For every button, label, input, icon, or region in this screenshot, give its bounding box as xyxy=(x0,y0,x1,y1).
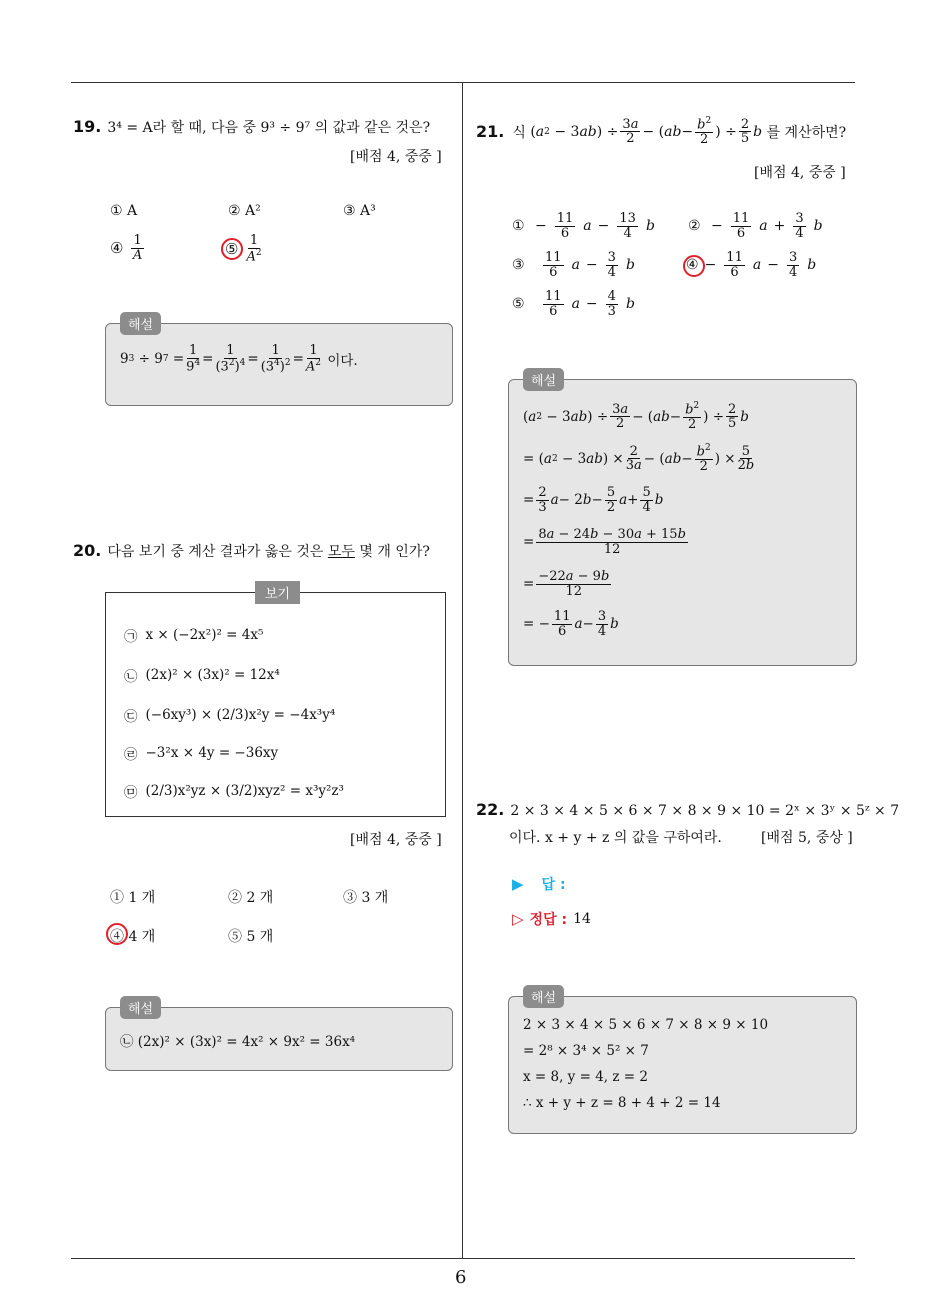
q21-solution-line-5: = $\frac{-22a - 9b}{12}$ xyxy=(523,569,610,599)
q20-answer-mark xyxy=(106,923,128,945)
q21-option-4[interactable]: ④ − $\frac{11}{6}$ a − $\frac{3}{4}$ b xyxy=(686,250,817,280)
page-number: 6 xyxy=(455,1267,467,1288)
q22-answer-row xyxy=(512,874,566,894)
q20-bogi-item-2: ㉡ (2x)² × (3x)² = 12x⁴ xyxy=(124,667,280,685)
correct-arrow-icon: ▷ xyxy=(512,910,524,928)
q21-option-3[interactable]: ③ $\frac{11}{6}$ a − $\frac{3}{4}$ b xyxy=(512,250,635,280)
q21-score: [배점 4, 중중 ] xyxy=(754,165,846,181)
q22-solution-line-3: x = 8, y = 4, z = 2 xyxy=(523,1069,648,1085)
q22-solution-line-2: = 2⁸ × 3⁴ × 5² × 7 xyxy=(523,1043,649,1059)
q20-score: [배점 4, 중중 ] xyxy=(350,832,442,848)
top-rule xyxy=(71,82,855,83)
q20-bogi-item-3: ㉢ (−6xy³) × (2/3)x²y = −4x³y⁴ xyxy=(124,707,336,725)
q21-solution-line-1: ( a 2 − 3 ab ) ÷ $\frac{3a}{2}$ − ( ab − $\frac{b^2}{2}$ ) ÷ $\frac{2}{5}$ b xyxy=(523,401,749,432)
q19-solution-line: 9 3 ÷ 9 7 = $\frac{1}{9^4}$ = $\frac{1}{(3^2)^4}$ = $\frac{1}{(3^4)^2}$ = $\frac{1}{A^2}$ 이다. xyxy=(120,343,358,374)
q20-text: 다음 보기 중 계산 결과가 옳은 것은 모두 몇 개 인가? xyxy=(107,544,430,560)
q20-bogi-item-1: ㉠ x × (−2x²)² = 4x⁵ xyxy=(124,627,264,645)
q22-number: 22. xyxy=(476,800,505,819)
q21-solution-line-3: = $\frac{2}{3}$ a − 2 b − $\frac{5}{2}$ a + $\frac{5}{4}$ b xyxy=(523,485,664,515)
q21-solution-line-4: = $\frac{8a - 24b - 30a + 15b}{12}$ xyxy=(523,527,686,557)
q22-correct-label: 정답 : xyxy=(529,912,568,928)
q20-option-1[interactable]: ① 1 개 xyxy=(110,890,156,906)
q21-option-1[interactable]: ① − $\frac{11}{6}$ a − $\frac{13}{4}$ b xyxy=(512,211,655,241)
q19-answer-mark xyxy=(221,238,243,260)
q22-correct-value: 14 xyxy=(573,911,591,927)
q20-option-4[interactable]: ④ 4 개 xyxy=(110,929,156,945)
q22-solution-line-1: 2 × 3 × 4 × 5 × 6 × 7 × 8 × 9 × 10 xyxy=(523,1017,769,1033)
q20-bogi-item-5: ㉤ (2/3)x²yz × (3/2)xyz² = x³y²z³ xyxy=(124,783,344,801)
q20-option-5[interactable]: ⑤ 5 개 xyxy=(228,929,274,945)
q19-number: 19. xyxy=(73,117,102,136)
q19-score: [배점 4, 중중 ] xyxy=(350,149,442,165)
q20-bogi-item-4: ㉣ −3²x × 4y = −36xy xyxy=(124,745,279,763)
q19-option-4[interactable]: ④ $\frac{1}{A}$ xyxy=(110,233,143,263)
q20-option-3[interactable]: ③ 3 개 xyxy=(343,890,389,906)
q22-solution-tab: 해설 xyxy=(523,985,564,1008)
q21-solution-line-6: = − $\frac{11}{6}$ a − $\frac{3}{4}$ b xyxy=(523,609,619,639)
q22-score: [배점 5, 중상 ] xyxy=(761,830,853,846)
q21-option-5[interactable]: ⑤ $\frac{11}{6}$ a − $\frac{4}{3}$ b xyxy=(512,289,635,319)
q21-number: 21. xyxy=(476,122,505,142)
q19-option-5[interactable]: ⑤ $\frac{1}{A^2}$ xyxy=(225,233,262,264)
q22-solution-box xyxy=(508,991,857,1134)
answer-arrow-icon: ▶ xyxy=(512,875,524,893)
q22-answer-label: 답 : xyxy=(541,877,566,893)
q20-option-2[interactable]: ② 2 개 xyxy=(228,890,274,906)
q22-solution-line-4: ∴ x + y + z = 8 + 4 + 2 = 14 xyxy=(523,1095,721,1111)
q19-option-3[interactable]: ③ A³ xyxy=(343,203,376,219)
bottom-rule xyxy=(71,1258,855,1259)
q21-text: 식 ( a 2 − 3 ab ) ÷ $\frac{3a}{2}$ − ( ab − $\frac{b^2}{2}$ ) ÷ $\frac{2}{5}$ b 를 계산하면? xyxy=(512,116,847,147)
q21-option-2[interactable]: ② − $\frac{11}{6}$ a + $\frac{3}{4}$ b xyxy=(688,211,823,241)
column-divider xyxy=(462,83,463,1259)
q19-option-1[interactable]: ① A xyxy=(110,203,138,219)
q22-correct-row xyxy=(512,909,591,929)
q20-bogi-tab: 보기 xyxy=(255,581,300,604)
q21-answer-mark xyxy=(683,255,705,277)
q22-line-1: 2 × 3 × 4 × 5 × 6 × 7 × 8 × 9 × 10 = 2ˣ × 3ʸ × 5ᶻ × 7 xyxy=(510,803,900,819)
q21-solution-box xyxy=(508,374,857,666)
q19-solution-tab: 해설 xyxy=(120,312,161,335)
q21-solution-line-2: = ( a 2 − 3 ab ) × $\frac{2}{3a}$ − ( ab − $\frac{b^2}{2}$ ) × $\frac{5}{2b}$ xyxy=(523,443,755,474)
q21-solution-tab: 해설 xyxy=(523,368,564,391)
q19-solution-box xyxy=(105,318,453,406)
q22-line-2: 이다. x + y + z 의 값을 구하여라. xyxy=(509,830,722,846)
q20-bogi-box xyxy=(105,587,446,817)
q19-option-2[interactable]: ② A² xyxy=(228,203,261,219)
q20-solution-tab: 해설 xyxy=(120,996,161,1019)
q20-solution-box xyxy=(105,1002,453,1071)
q19-text: 3⁴ = A라 할 때, 다음 중 9³ ÷ 9⁷ 의 값과 같은 것은? xyxy=(107,120,431,136)
q20-number: 20. xyxy=(73,541,102,560)
q20-solution-line: ㉡ (2x)² × (3x)² = 4x² × 9x² = 36x⁴ xyxy=(120,1034,356,1050)
